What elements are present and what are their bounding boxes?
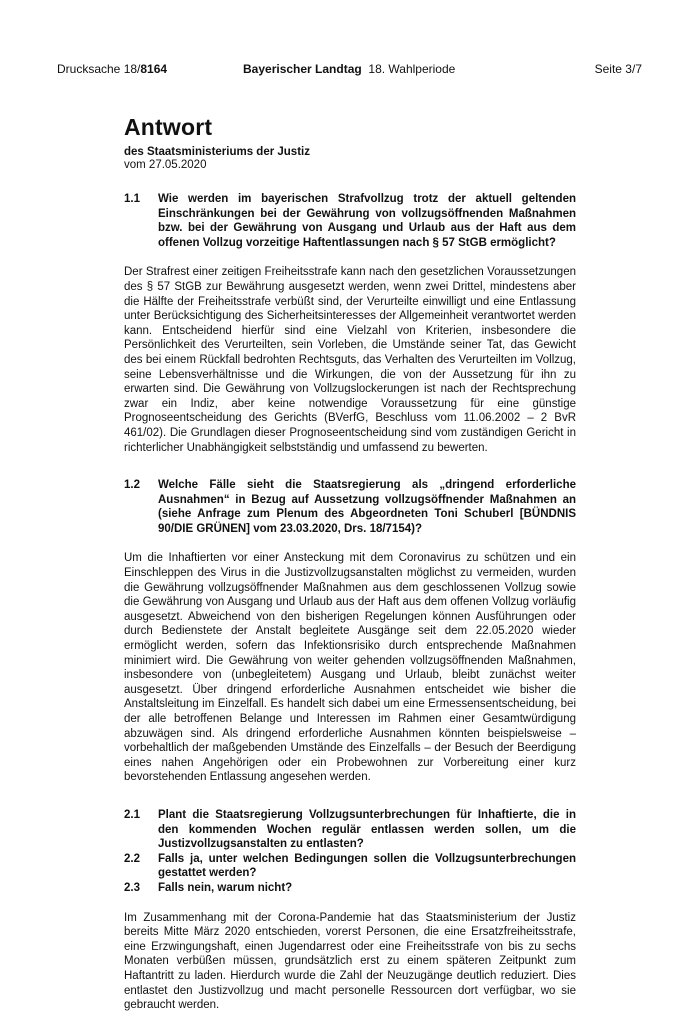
question-text: Welche Fälle sieht die Staatsregierung als „dringend erforderliche Ausnahmen“ in Bezug auf Aussetzung vollzugsöffnender Maßnahmen an (siehe Anfrage zum Plenum des Abgeordneten Toni Schuberl [BÜNDNIS 90/DIE GRÜNEN] vom 23.03.2020, Drs. 18/7154)? [158,479,576,535]
question [124,852,576,881]
question [124,192,576,250]
question-text: Falls nein, warum nicht? [158,881,293,894]
question-number: 1.1 [124,193,140,205]
document-body [124,192,576,1013]
answer-paragraph: Um die Inhaftierten vor einer Ansteckung mit dem Coronavirus zu schützen und ein Einschleppen des Virus in die Justizvollzugsanstalten möglichst zu vermeiden, wurden die Gewährung vollzugsöffnender Maßnahmen aus dem geschlossenen Vollzug sowie die Gewährung von Ausgang und Urlaub aus der Haft aus dem offenen Vollzug vorläufig ausgesetzt. Abweichend von den bisherigen Regelungen können Ausführungen oder durch Bedienstete der Anstalt begleitete Ausgänge seit dem 22.05.2020 wieder ermöglicht werden, sofern das Infektionsrisiko durch entsprechende Maßnahmen minimiert wird. Die Gewährung von weiter gehenden vollzugsöffnenden Maßnahmen, insbesondere von (unbegleitetem) Ausgang und Urlaub, bleibt zunächst weiter ausgesetzt. Über dringend erforderliche Ausnahmen entscheidet wie bisher die Anstaltsleitung im Einzelfall. Es handelt sich dabei um eine Ermessensentscheidung, bei der alle betroffenen Belange und Interessen im Rahmen einer Gesamtwürdigung abzuwägen sind. Als dringend erforderliche Ausnahmen könnten beispielsweise – vorbehaltlich der maßgebenden Umstände des Einzelfalls – der Besuch der Beerdigung eines nahen Angehörigen oder ein Probewohnen zur Vorbereitung einer kurz bevorstehenden Entlassung angesehen werden. [124,552,576,784]
page-title: Antwort [124,114,213,140]
question [124,808,576,852]
page-number: Seite 3/7 [594,62,642,76]
question-number: 2.1 [124,808,140,821]
question-number: 2.2 [124,852,140,865]
question-text: Wie werden im bayerischen Strafvollzug trotz der aktuell geltenden Einschränkungen bei der Gewährung von vollzugsöffnenden Maßnahmen bzw. bei der Gewährung von Ausgang und Urlaub aus der Haft aus dem offenen Vollzug vorzeitige Haftentlassungen nach § 57 StGB ermöglicht? [158,193,576,249]
answer-paragraph: Der Strafrest einer zeitigen Freiheitsstrafe kann nach den gesetzlichen Voraussetzungen des § 57 StGB zur Bewährung ausgesetzt werden, wenn zwei Drittel, mindestens aber die Hälfte der Freiheitsstrafe verbüßt sind, der Verurteilte einwilligt und eine Entlassung unter Berücksichtigung des Sicherheitsinteresses der Allgemeinheit verantwortet werden kann. Entscheidend hierfür sind eine Vielzahl von Kriterien, insbesondere die Persönlichkeit des Verurteilten, sein Vorleben, die Umstände seiner Tat, das Gewicht des bei einem Rückfall bedrohten Rechtsguts, das Verhalten des Verurteilten im Vollzug, seine Lebensverhältnisse und die Wirkungen, die von der Aussetzung für ihn zu erwarten sind. Die Gewährung von Vollzugslockerungen ist nach der Rechtsprechung zwar ein Indiz, aber keine notwendige Voraussetzung für eine günstige Prognoseentscheidung des Gerichts (BVerfG, Beschluss vom 11.06.2002 – 2 BvR 461/02). Die Grundlagen dieser Prognoseentscheidung sind vom zuständigen Gericht in richterlicher Unabhängigkeit selbstständig und umfassend zu bewerten. [124,266,576,454]
question [124,881,576,896]
parliament-period: Bayerischer Landtag 18. Wahlperiode [243,62,456,76]
answer-date: vom 27.05.2020 [124,159,207,171]
question-text: Falls ja, unter welchen Bedingungen sollen die Vollzugsunterbrechungen gestattet werden? [158,852,576,880]
answer-paragraph: Im Zusammenhang mit der Corona-Pandemie hat das Staatsministerium der Justiz bereits Mitte März 2020 entschieden, vorerst Personen, die eine Ersatzfreiheitsstrafe, eine Erzwingungshaft, einen Jugendarrest oder eine Freiheitsstrafe von bis zu sechs Monaten verbüßen müssen, grundsätzlich erst zu einem späteren Zeitpunkt zum Haftantritt zu laden. Hierdurch wurde die Zahl der Neuzugänge deutlich reduziert. Dies entlastet den Justizvollzug und macht personelle Ressourcen dort verfügbar, wo sie gebraucht werden. [124,911,576,1012]
question [124,478,576,536]
document-number: Drucksache 18/8164 [57,62,168,76]
question-text: Plant die Staatsregierung Vollzugsunterbrechungen für Inhaftierte, die in den kommenden Wochen regulär entlassen werden sollen, um die Justizvollzugsanstalten zu entlasten? [158,808,576,851]
ministry-name: des Staatsministeriums der Justiz [124,146,310,158]
question-group [124,192,576,250]
answer-origin [124,146,310,172]
question-number: 2.3 [124,881,140,894]
page-header [57,62,642,80]
question-number: 1.2 [124,479,140,492]
question-group [124,808,576,896]
question-group [124,478,576,536]
